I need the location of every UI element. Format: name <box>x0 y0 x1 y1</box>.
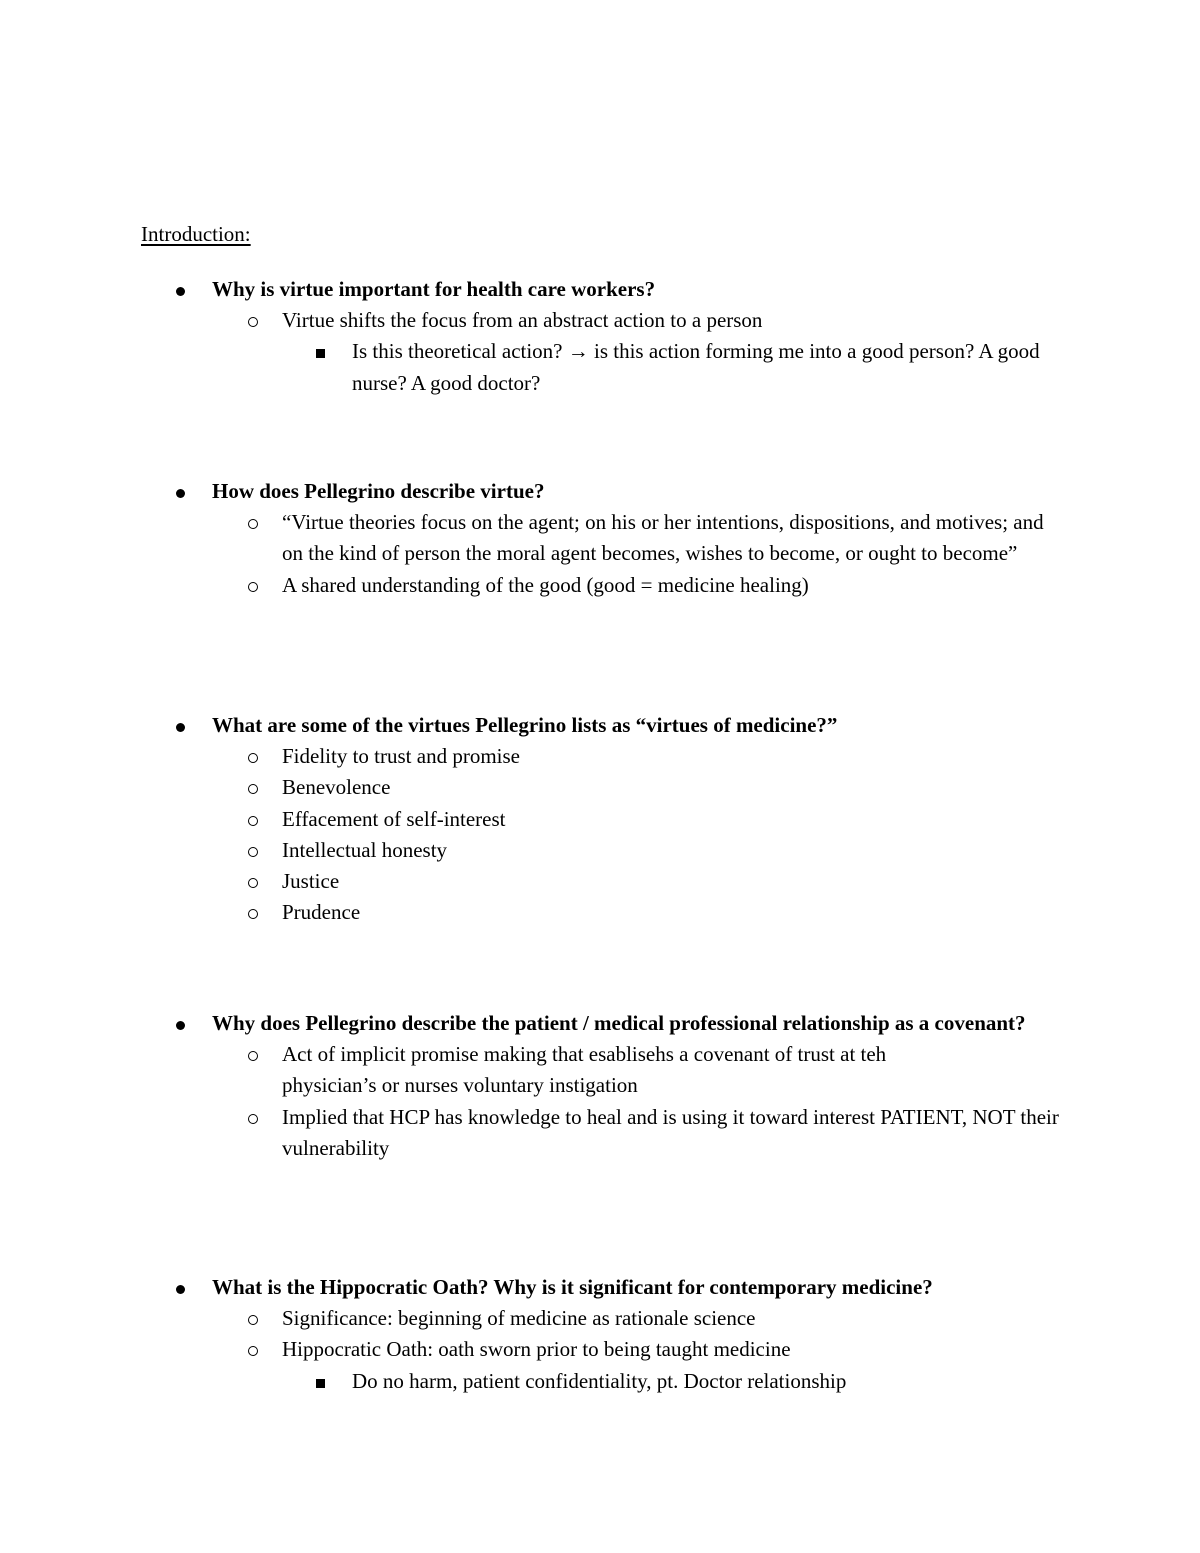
section-heading: Introduction: <box>141 222 251 246</box>
question-block-3 <box>0 710 1200 928</box>
question-block-5 <box>0 1272 1200 1397</box>
circle-bullet-icon <box>248 1303 258 1334</box>
answer-item <box>0 305 1200 336</box>
bullet-icon <box>176 1008 185 1039</box>
circle-bullet-icon <box>248 305 258 336</box>
answer-text: Significance: beginning of medicine as rationale science <box>282 1306 756 1331</box>
question-text: Why is virtue important for health care workers? <box>212 277 656 301</box>
question-block-1 <box>0 274 1200 399</box>
bullet-icon <box>176 274 185 305</box>
answer-item <box>0 507 1200 569</box>
circle-bullet-icon <box>248 570 258 601</box>
answer-item <box>0 1303 1200 1334</box>
sub-answer-item <box>0 336 1200 398</box>
answer-text: A shared understanding of the good (good = medicine healing) <box>282 572 809 597</box>
answer-text: Hippocratic Oath: oath sworn prior to being taught medicine <box>282 1337 791 1362</box>
answer-item <box>0 1039 1200 1101</box>
question-2 <box>0 476 1200 507</box>
answer-item <box>0 804 1200 835</box>
bullet-icon <box>176 1272 185 1303</box>
circle-bullet-icon <box>248 804 258 835</box>
answer-text: Fidelity to trust and promise <box>282 744 520 769</box>
question-block-4 <box>0 1008 1200 1164</box>
circle-bullet-icon <box>248 1102 258 1133</box>
answer-item <box>0 835 1200 866</box>
answer-text: Intellectual honesty <box>282 837 448 862</box>
sub-answer-text: Is this theoretical action? → is this action forming me into a good person? A good nurse? A good doctor? <box>352 339 1040 395</box>
question-block-2 <box>0 476 1200 601</box>
answer-text: Effacement of self-interest <box>282 806 506 831</box>
answer-text: Justice <box>282 869 340 894</box>
question-4 <box>0 1008 1200 1039</box>
question-3 <box>0 710 1200 741</box>
sub-answer-item <box>0 1366 1200 1397</box>
answer-item <box>0 772 1200 803</box>
sub-answer-text: Do no harm, patient confidentiality, pt. Doctor relationship <box>352 1368 847 1393</box>
bullet-icon <box>176 476 185 507</box>
bullet-icon <box>176 710 185 741</box>
answer-item <box>0 741 1200 772</box>
square-bullet-icon <box>316 336 325 367</box>
answer-item <box>0 897 1200 928</box>
answer-item <box>0 1102 1200 1164</box>
question-1 <box>0 274 1200 305</box>
answer-text: Act of implicit promise making that esablisehs a covenant of trust at teh physician’s or nurses voluntary instigation <box>282 1042 887 1098</box>
question-text: How does Pellegrino describe virtue? <box>212 479 545 503</box>
circle-bullet-icon <box>248 1039 258 1070</box>
circle-bullet-icon <box>248 866 258 897</box>
answer-item <box>0 570 1200 601</box>
circle-bullet-icon <box>248 772 258 803</box>
answer-item <box>0 1334 1200 1365</box>
question-text: What is the Hippocratic Oath? Why is it significant for contemporary medicine? <box>212 1275 933 1299</box>
answer-text: Prudence <box>282 900 361 925</box>
answer-item <box>0 866 1200 897</box>
circle-bullet-icon <box>248 835 258 866</box>
question-5 <box>0 1272 1200 1303</box>
circle-bullet-icon <box>248 741 258 772</box>
answer-text: Implied that HCP has knowledge to heal and is using it toward interest PATIENT, NOT their vulnerability <box>282 1104 1059 1160</box>
answer-text: Benevolence <box>282 775 391 800</box>
circle-bullet-icon <box>248 507 258 538</box>
circle-bullet-icon <box>248 897 258 928</box>
question-text: What are some of the virtues Pellegrino lists as “virtues of medicine?” <box>212 713 838 737</box>
circle-bullet-icon <box>248 1334 258 1365</box>
square-bullet-icon <box>316 1366 325 1397</box>
answer-text: “Virtue theories focus on the agent; on his or her intentions, dispositions, and motives; and on the kind of person the moral agent becomes, wishes to become, or ought to become” <box>282 510 1044 566</box>
answer-text: Virtue shifts the focus from an abstract action to a person <box>282 308 763 333</box>
question-text: Why does Pellegrino describe the patient / medical professional relationship as a covenant? <box>212 1011 1026 1035</box>
